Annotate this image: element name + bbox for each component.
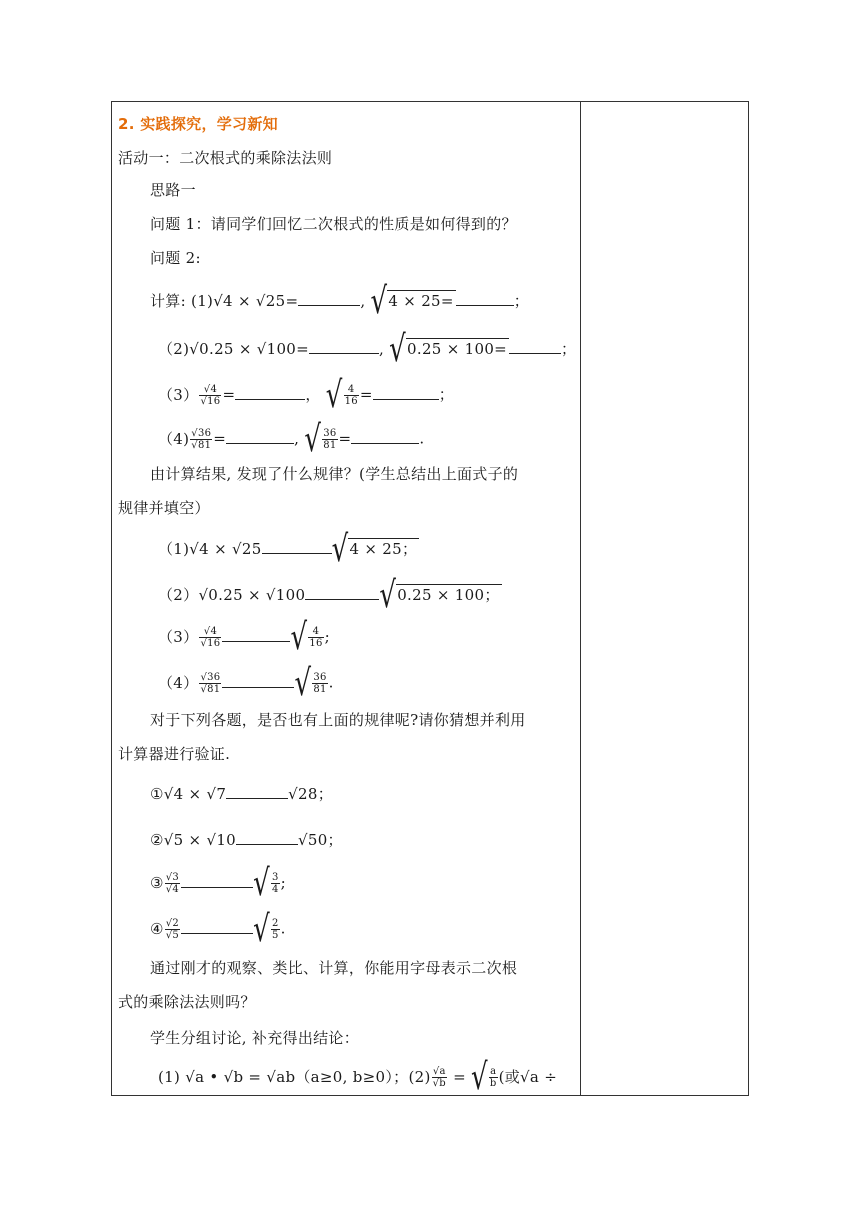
pattern-question-line-1: 由计算结果, 发现了什么规律？(学生总结出上面式子的 <box>150 465 519 483</box>
item-number: ② <box>150 831 164 849</box>
calc-label: 计算: <box>150 292 186 310</box>
radicand: 4 × 25= <box>388 292 454 310</box>
calc-item-4: （4) $\frac{√36}{√81}$ = , √ $\frac{36}{81}$ = . <box>158 418 425 461</box>
equals-sign: = <box>453 1067 466 1086</box>
item-number: （2） <box>158 586 199 604</box>
answer-blank[interactable] <box>226 429 294 444</box>
pattern-question-line-2: 规律并填空） <box>118 499 210 517</box>
radical-sign: √ <box>253 908 270 951</box>
verify-item-2 <box>150 830 343 850</box>
item-number: （3） <box>158 385 199 404</box>
main-cell <box>112 102 580 1099</box>
answer-blank[interactable] <box>509 339 561 354</box>
answer-blank[interactable] <box>298 291 360 306</box>
radicand: 0.25 × 100= <box>407 340 508 358</box>
fraction: $\frac{4}{16}$ <box>309 626 323 649</box>
fraction: $\frac{√36}{√81}$ <box>200 672 221 695</box>
conclusion-part-1: (1) √a • √b = √ab（a≥0, b≥0）；(2) <box>158 1067 431 1086</box>
item-number: (1) <box>191 292 214 310</box>
conclusion-line <box>158 1056 558 1099</box>
fraction: $\frac{4}{16}$ <box>344 384 358 407</box>
fraction: $\frac{√a}{√b}$ <box>432 1066 446 1089</box>
fraction: $\frac{3}{4}$ <box>271 872 279 895</box>
fraction: $\frac{√4}{√16}$ <box>200 384 221 407</box>
fraction: $\frac{√36}{√81}$ <box>191 428 212 451</box>
section-heading: 2. 实践探究，学习新知 <box>118 115 278 133</box>
answer-blank[interactable] <box>181 919 253 934</box>
radical-sign: √ <box>389 329 407 371</box>
radical-sign: √ <box>379 575 397 617</box>
radical-sign: √ <box>294 662 312 705</box>
letters-line-2: 式的乘除法法则吗？ <box>118 993 256 1011</box>
radical-sign: √ <box>331 529 349 571</box>
item-number: ① <box>150 785 164 803</box>
right-cell <box>581 102 748 1095</box>
radical-sign: √ <box>253 862 270 905</box>
expression: √0.25 × √100= <box>189 340 310 358</box>
discuss-line: 学生分组讨论, 补充得出结论： <box>150 1029 360 1047</box>
letters-line-1: 通过刚才的观察、类比、计算，你能用字母表示二次根 <box>150 959 518 977</box>
answer-blank[interactable] <box>226 784 288 799</box>
fraction: $\frac{√2}{√5}$ <box>165 918 180 941</box>
answer-blank[interactable] <box>351 429 419 444</box>
expression: √50； <box>298 831 343 849</box>
conclusion-part-2: (或√a ÷ <box>498 1067 558 1086</box>
verify-line-1: 对于下列各题，是否也有上面的规律呢?请你猜想并利用 <box>150 711 526 729</box>
expression: √4 × √25= <box>213 292 299 310</box>
fraction: $\frac{36}{81}$ <box>313 672 327 695</box>
verify-item-3: ③ $\frac{√3}{√4}$ √ $\frac{3}{4}$ ; <box>150 862 286 905</box>
radicand: 0.25 × 100； <box>397 586 500 604</box>
question-1: 问题 1：请同学们回忆二次根式的性质是如何得到的？ <box>150 215 517 233</box>
pattern-item-3: （3） $\frac{√4}{√16}$ √ $\frac{4}{16}$ ; <box>158 616 331 659</box>
lesson-table <box>111 101 749 1099</box>
answer-blank[interactable] <box>181 873 253 888</box>
pattern-item-2 <box>158 575 502 617</box>
answer-blank[interactable] <box>222 627 290 642</box>
item-number: （2) <box>158 340 190 358</box>
item-number: ③ <box>150 873 164 892</box>
expression: √4 × √7 <box>163 785 227 803</box>
expression: √0.25 × √100 <box>198 586 306 604</box>
answer-blank[interactable] <box>262 539 332 554</box>
approach-label: 思路一 <box>150 181 196 199</box>
calc-item-2: （2)√0.25 × √100= , √0.25 × 100= ； <box>158 329 577 371</box>
calc-item-3: （3） $\frac{√4}{√16}$ = ， √ $\frac{4}{16}$ = ； <box>158 374 455 417</box>
fraction: $\frac{2}{5}$ <box>271 918 279 941</box>
answer-blank[interactable] <box>222 673 294 688</box>
fraction: $\frac{36}{81}$ <box>323 428 337 451</box>
fraction: $\frac{a}{b}$ <box>489 1066 497 1089</box>
verify-item-4: ④ $\frac{√2}{√5}$ √ $\frac{2}{5}$ . <box>150 908 286 951</box>
answer-blank[interactable] <box>236 830 298 845</box>
radical-sign: √ <box>471 1056 488 1099</box>
radical-sign: √ <box>304 418 322 461</box>
verify-item-1 <box>150 784 333 804</box>
fraction: $\frac{√3}{√4}$ <box>165 872 180 895</box>
item-number: （1) <box>158 540 190 558</box>
answer-blank[interactable] <box>456 291 514 306</box>
answer-blank[interactable] <box>373 385 439 400</box>
item-number: （3） <box>158 627 199 646</box>
item-number: ④ <box>150 919 164 938</box>
expression: √28； <box>288 785 334 803</box>
expression: √4 × √25 <box>189 540 262 558</box>
question-2: 问题 2: <box>150 249 201 267</box>
item-number: （4) <box>158 429 190 448</box>
verify-line-2: 计算器进行验证. <box>118 745 231 763</box>
radical-sign: √ <box>370 281 388 323</box>
item-number: （4） <box>158 673 199 692</box>
answer-blank[interactable] <box>309 339 379 354</box>
expression: √5 × √10 <box>163 831 237 849</box>
answer-blank[interactable] <box>305 585 379 600</box>
radicand: 4 × 25； <box>349 540 418 558</box>
fraction: $\frac{√4}{√16}$ <box>200 626 221 649</box>
activity-title: 活动一：二次根式的乘除法法则 <box>118 149 333 167</box>
pattern-item-1 <box>158 529 419 571</box>
radical-sign: √ <box>325 374 343 417</box>
radical-sign: √ <box>290 616 308 659</box>
pattern-item-4: （4） $\frac{√36}{√81}$ √ $\frac{36}{81}$ . <box>158 662 334 705</box>
calc-item-1: 计算: (1)√4 × √25= , √4 × 25= ； <box>150 281 530 323</box>
answer-blank[interactable] <box>235 385 305 400</box>
